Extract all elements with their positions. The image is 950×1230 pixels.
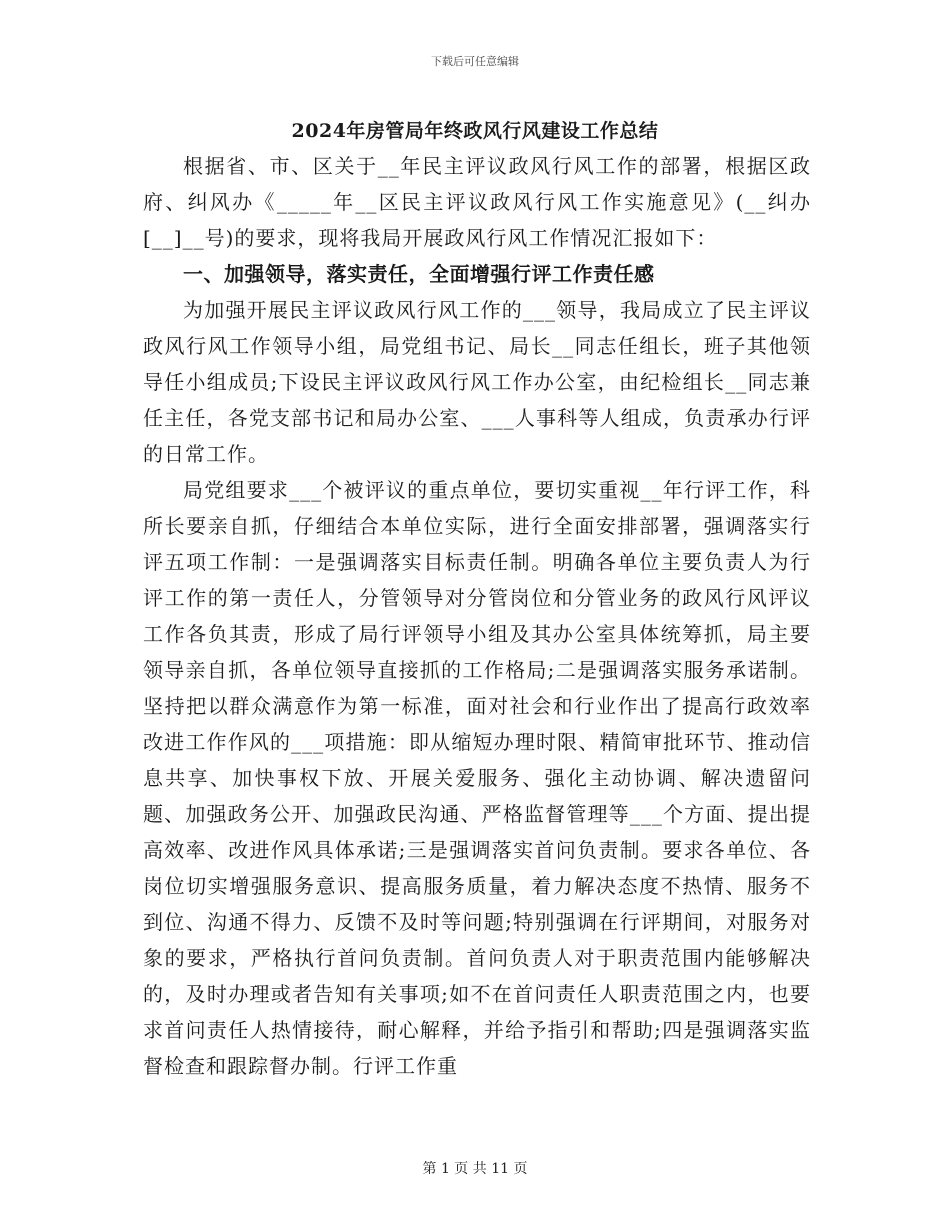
body-paragraph: 为加强开展民主评议政风行风工作的___领导，我局成立了民主评议政风行风工作领导小组，局党组书记、局长__同志任组长，班子其他领导任小组成员;下设民主评议政风行风工作办公室，由纪检组长__同志兼任主任，各党支部书记和局办公室、___人事科等人组成，负责承办行评的日常工作。	[143, 298, 811, 466]
intro-paragraph: 根据省、市、区关于__年民主评议政风行风工作的部署，根据区政府、纠风办《_____年__区民主评议政风行风工作实施意见》(__纠办[__]__号)的要求，现将我局开展政风行风工作情况汇报如下：	[143, 154, 811, 250]
body-paragraph: 局党组要求___个被评议的重点单位，要切实重视__年行评工作，科所长要亲自抓，仔细结合本单位实际，进行全面安排部署，强调落实行评五项工作制：一是强调落实目标责任制。明确各单位主要负责人为行评工作的第一责任人，分管领导对分管岗位和分管业务的政风行风评议工作各负其责，形成了局行评领导小组及其办公室具体统筹抓，局主要领导亲自抓，各单位领导直接抓的工作格局;二是强调落实服务承诺制。坚持把以群众满意作为第一标准，面对社会和行业作出了提高行政效率改进工作作风的___项措施：即从缩短办理时限、精简审批环节、推动信息共享、加快事权下放、开展关爱服务、强化主动协调、解决遗留问题、加强政务公开、加强政民沟通、严格监督管理等___个方面、提出提高效率、改进作风具体承诺;三是强调落实首问负责制。要求各单位、各岗位切实增强服务意识、提高服务质量，着力解决态度不热情、服务不到位、沟通不得力、反馈不及时等问题;特别强调在行评期间，对服务对象的要求，严格执行首问负责制。首问负责人对于职责范围内能够解决的，及时办理或者告知有关事项;如不在首问责任人职责范围之内，也要求首问责任人热情接待，耐心解释，并给予指引和帮助;四是强调落实监督检查和跟踪督办制。行评工作重	[143, 478, 811, 1078]
header-note: 下载后可任意编辑	[431, 55, 519, 68]
page-number: 第 1 页 共 11 页	[422, 1161, 528, 1177]
section-heading: 一、加强领导，落实责任，全面增强行评工作责任感	[183, 262, 655, 286]
document-body	[143, 148, 811, 1084]
document-title: 2024年房管局年终政风行风建设工作总结	[291, 120, 659, 142]
